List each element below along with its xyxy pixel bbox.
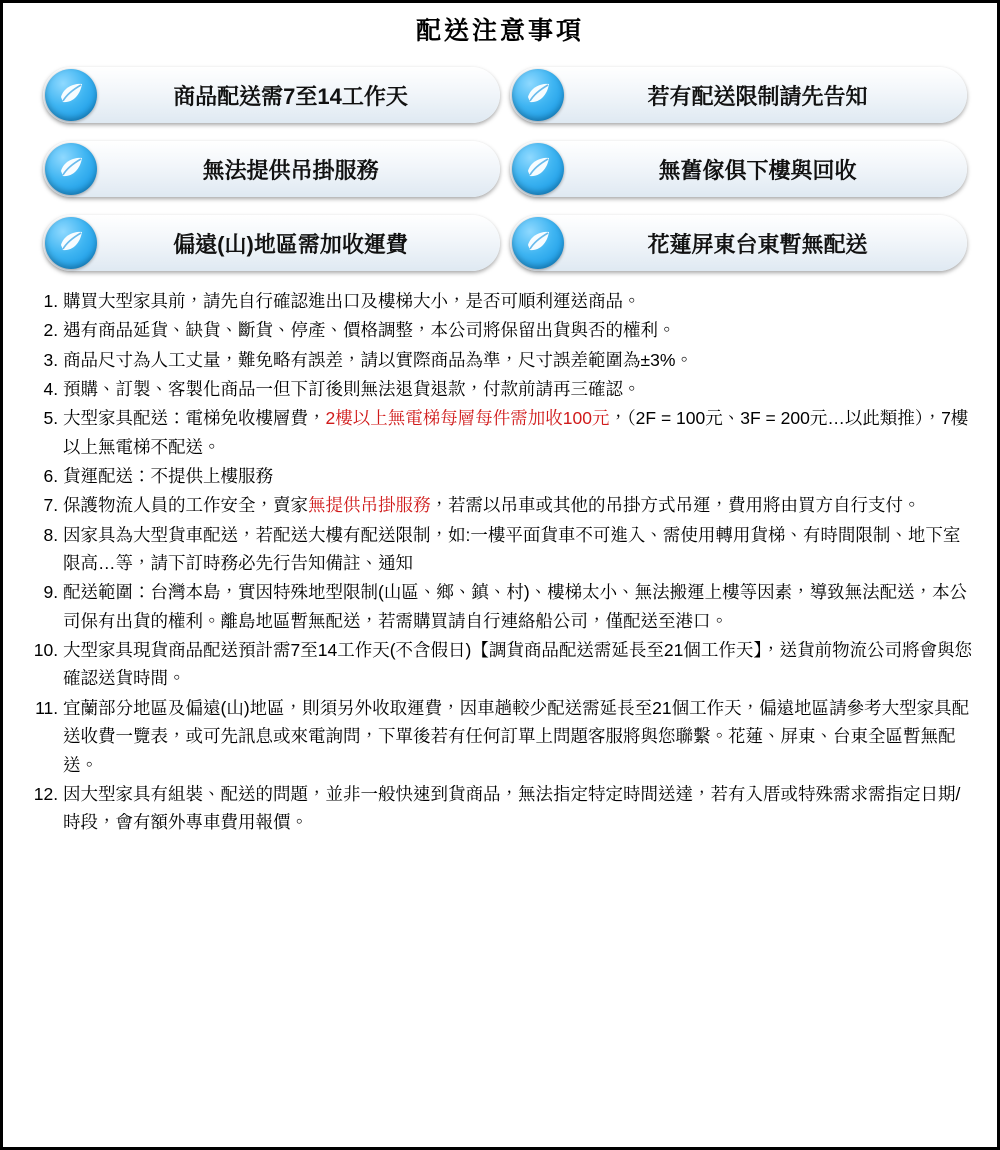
note-text: 宜蘭部分地區及偏遠(山)地區，則須另外收取運費，因車趟較少配送需延長至21個工作天，偏遠地區請參考大型家具配送收費一覽表，或可先訊息或來電詢問，下單後若有任何訂單上問題客服將與您聯繫。花蓮、屏東、台東全區暫無配送。 (63, 697, 970, 775)
badge-label: 無舊傢俱下樓與回收 (658, 157, 857, 183)
badge-item (510, 67, 967, 123)
notes-ordered-list (21, 287, 975, 837)
note-text: 保護物流人員的工作安全，賣家 (63, 495, 308, 516)
badge-item (510, 215, 967, 271)
note-item (63, 694, 975, 779)
badge-label: 偏遠(山)地區需加收運費 (173, 231, 408, 257)
note-item (63, 578, 975, 635)
note-text: 購買大型家具前，請先自行確認進出口及樓梯大小，是否可順利運送商品。 (63, 291, 641, 311)
badge-label: 若有配送限制請先告知 (647, 83, 868, 109)
leaf-check-icon (45, 217, 97, 269)
note-highlight-text: 無提供吊掛服務 (308, 495, 431, 516)
badge-label: 花蓮屏東台東暫無配送 (647, 231, 868, 257)
note-highlight-text: 2樓以上無電梯每層每件需加收100元 (325, 408, 610, 429)
badge-label: 無法提供吊掛服務 (202, 157, 379, 183)
note-item (63, 780, 975, 837)
note-text: 遇有商品延貨、缺貨、斷貨、停產、價格調整，本公司將保留出貨與否的權利。 (63, 320, 676, 341)
note-item (63, 404, 975, 461)
note-item (63, 636, 975, 693)
note-item (63, 491, 975, 519)
note-item (63, 521, 975, 578)
note-text: 貨運配送：不提供上樓服務 (63, 466, 273, 487)
note-item (63, 316, 975, 344)
badge-grid (3, 51, 997, 277)
note-text: ，（2F = 100元、3F = 200元…以此類推），7樓以上無電梯不配送。 (63, 408, 969, 457)
note-text: 因大型家具有組裝、配送的問題，並非一般快速到貨商品，無法指定特定時間送達，若有入厝或特殊需求需指定日期/時段，會有額外專車費用報價。 (63, 783, 961, 833)
page-title: 配送注意事項 (415, 17, 584, 45)
note-item (63, 462, 975, 490)
note-text: 商品尺寸為人工丈量，難免略有誤差，請以實際商品為準，尺寸誤差範圍為±3%。 (63, 349, 693, 370)
badge-item (43, 141, 500, 197)
leaf-check-icon (512, 143, 564, 195)
note-text: ，若需以吊車或其他的吊掛方式吊運，費用將由買方自行支付。 (430, 495, 921, 516)
badge-item (43, 215, 500, 271)
badge-label: 商品配送需7至14工作天 (173, 83, 408, 109)
note-text: 配送範圍：台灣本島，實因特殊地型限制(山區、鄉、鎮、村)、樓梯太小、無法搬運上樓等因素，導致無法配送，本公司保有出貨的權利。離島地區暫無配送，若需購買請自行連絡船公司，僅配送至港口。 (63, 582, 968, 631)
note-text: 大型家具現貨商品配送預計需7至14工作天(不含假日)【調貨商品配送需延長至21個工作天】，送貨前物流公司將會與您確認送貨時間。 (63, 640, 973, 689)
leaf-check-icon (512, 69, 564, 121)
notes-section (3, 277, 997, 837)
note-item (63, 287, 975, 315)
badge-item (43, 67, 500, 123)
note-item (63, 346, 975, 374)
note-text: 因家具為大型貨車配送，若配送大樓有配送限制，如:一樓平面貨車不可進入、需使用轉用貨梯、有時間限制、地下室限高…等，請下訂時務必先行告知備註、通知 (63, 524, 961, 574)
note-text: 預購、訂製、客製化商品一但下訂後則無法退貨退款，付款前請再三確認。 (63, 379, 641, 400)
note-text: 大型家具配送：電梯免收樓層費， (63, 408, 326, 429)
leaf-check-icon (45, 143, 97, 195)
badge-item (510, 141, 967, 197)
note-item (63, 375, 975, 403)
leaf-check-icon (512, 217, 564, 269)
leaf-check-icon (45, 69, 97, 121)
